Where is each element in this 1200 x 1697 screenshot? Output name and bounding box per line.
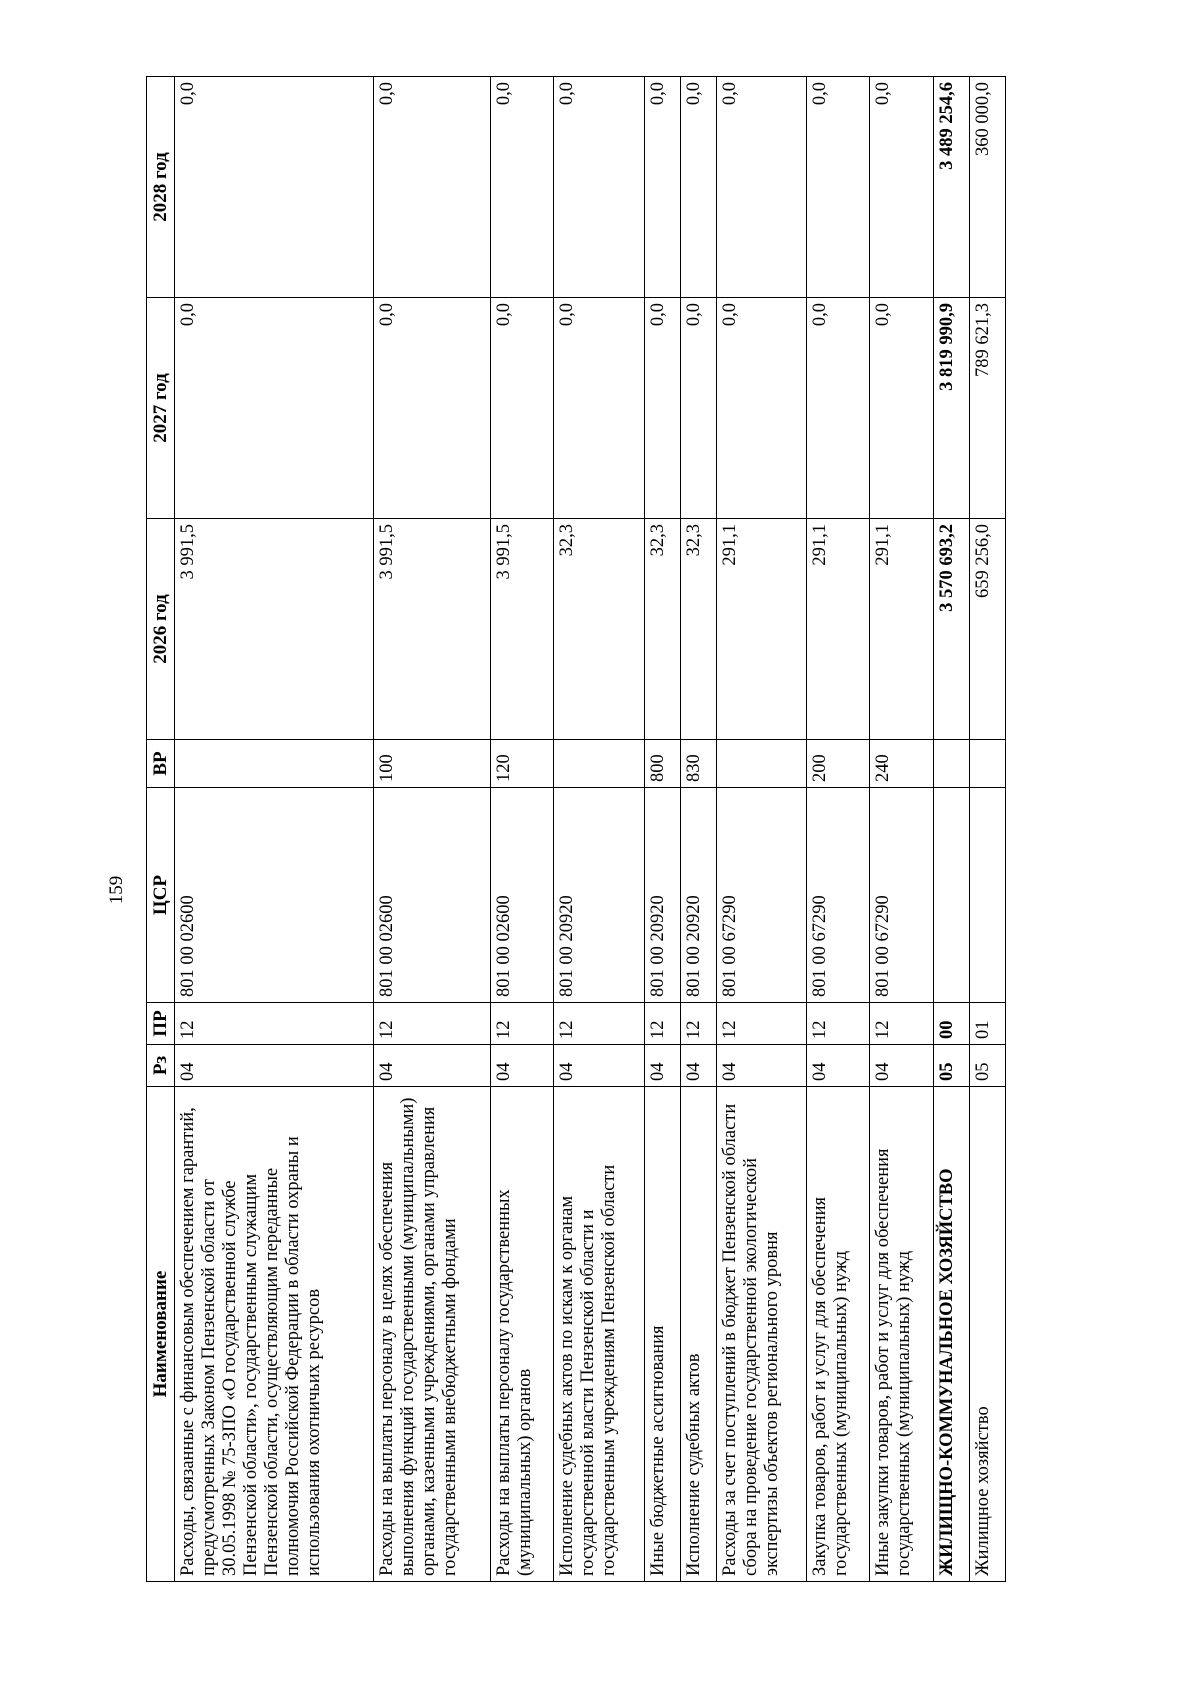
row-pr: 12 bbox=[716, 1003, 806, 1045]
row-2028: 0,0 bbox=[680, 77, 716, 298]
row-vr: 830 bbox=[680, 740, 716, 788]
row-name: Иные закупки товаров, работ и услуг для обеспечения государственных (муниципальных) нужд bbox=[870, 1087, 933, 1582]
header-rz: Рз bbox=[147, 1045, 175, 1087]
row-rz: 04 bbox=[554, 1045, 644, 1087]
row-name: Иные бюджетные ассигнования bbox=[644, 1087, 680, 1582]
row-pr: 12 bbox=[554, 1003, 644, 1045]
row-2026: 3 991,5 bbox=[373, 519, 490, 740]
table-row bbox=[680, 77, 716, 1582]
row-csr: 801 00 20920 bbox=[680, 788, 716, 1003]
row-2027: 0,0 bbox=[175, 298, 374, 519]
row-csr: 801 00 20920 bbox=[554, 788, 644, 1003]
row-2027: 0,0 bbox=[373, 298, 490, 519]
row-csr bbox=[933, 788, 969, 1003]
table-row bbox=[807, 77, 870, 1582]
row-rz: 05 bbox=[969, 1045, 1005, 1087]
row-2026: 32,3 bbox=[644, 519, 680, 740]
row-2028: 0,0 bbox=[175, 77, 374, 298]
row-2028: 360 000,0 bbox=[969, 77, 1005, 298]
row-pr: 12 bbox=[373, 1003, 490, 1045]
row-2028: 0,0 bbox=[554, 77, 644, 298]
row-2028: 0,0 bbox=[644, 77, 680, 298]
row-rz: 04 bbox=[870, 1045, 933, 1087]
header-2028: 2028 год bbox=[147, 77, 175, 298]
row-name: Расходы на выплаты персоналу государственных (муниципальных) органов bbox=[491, 1087, 554, 1582]
row-2026: 659 256,0 bbox=[969, 519, 1005, 740]
header-2027: 2027 год bbox=[147, 298, 175, 519]
row-rz: 04 bbox=[680, 1045, 716, 1087]
row-pr: 01 bbox=[969, 1003, 1005, 1045]
row-2027: 0,0 bbox=[644, 298, 680, 519]
table-row bbox=[870, 77, 933, 1582]
row-2026: 291,1 bbox=[716, 519, 806, 740]
header-csr: ЦСР bbox=[147, 788, 175, 1003]
row-csr: 801 00 20920 bbox=[644, 788, 680, 1003]
row-2026: 32,3 bbox=[554, 519, 644, 740]
row-vr bbox=[175, 740, 374, 788]
row-vr: 100 bbox=[373, 740, 490, 788]
row-name: Исполнение судебных актов по искам к органам государственной власти Пензенской области и государственным учреждениям Пензенской области bbox=[554, 1087, 644, 1582]
row-2026: 32,3 bbox=[680, 519, 716, 740]
row-csr: 801 00 67290 bbox=[807, 788, 870, 1003]
row-name: ЖИЛИЩНО-КОММУНАЛЬНОЕ ХОЗЯЙСТВО bbox=[933, 1087, 969, 1582]
table-row bbox=[716, 77, 806, 1582]
header-name: Наименование bbox=[147, 1087, 175, 1582]
row-2026: 3 991,5 bbox=[491, 519, 554, 740]
row-name: Исполнение судебных актов bbox=[680, 1087, 716, 1582]
row-vr: 200 bbox=[807, 740, 870, 788]
row-rz: 04 bbox=[491, 1045, 554, 1087]
row-rz: 04 bbox=[716, 1045, 806, 1087]
row-pr: 12 bbox=[807, 1003, 870, 1045]
page-number: 159 bbox=[106, 875, 127, 905]
row-pr: 12 bbox=[680, 1003, 716, 1045]
row-rz: 05 bbox=[933, 1045, 969, 1087]
row-pr: 12 bbox=[175, 1003, 374, 1045]
row-name: Закупка товаров, работ и услуг для обеспечения государственных (муниципальных) нужд bbox=[807, 1087, 870, 1582]
table-row bbox=[969, 77, 1005, 1582]
header-2026: 2026 год bbox=[147, 519, 175, 740]
row-2026: 291,1 bbox=[807, 519, 870, 740]
row-2028: 0,0 bbox=[716, 77, 806, 298]
table-row bbox=[373, 77, 490, 1582]
row-2027: 0,0 bbox=[807, 298, 870, 519]
row-vr: 120 bbox=[491, 740, 554, 788]
row-name: Расходы, связанные с финансовым обеспечением гарантий, предусмотренных Законом Пензенской области от 30.05.1998 № 75-ЗПО «О государственной службе Пензенской области», государственным служащим Пензенской области, осуществляющим переданные полномочия Российской Федерации в области охраны и использования охотничьих ресурсов bbox=[175, 1087, 374, 1582]
row-rz: 04 bbox=[373, 1045, 490, 1087]
row-pr: 12 bbox=[870, 1003, 933, 1045]
row-vr: 800 bbox=[644, 740, 680, 788]
row-vr bbox=[933, 740, 969, 788]
row-2027: 0,0 bbox=[491, 298, 554, 519]
row-rz: 04 bbox=[175, 1045, 374, 1087]
row-rz: 04 bbox=[644, 1045, 680, 1087]
table-row bbox=[644, 77, 680, 1582]
row-2027: 789 621,3 bbox=[969, 298, 1005, 519]
row-name: Жилищное хозяйство bbox=[969, 1087, 1005, 1582]
table-row bbox=[175, 77, 374, 1582]
row-2028: 0,0 bbox=[491, 77, 554, 298]
row-vr: 240 bbox=[870, 740, 933, 788]
table-row bbox=[491, 77, 554, 1582]
row-csr bbox=[969, 788, 1005, 1003]
budget-table bbox=[146, 76, 1006, 1582]
row-2028: 3 489 254,6 bbox=[933, 77, 969, 298]
row-2026: 3 991,5 bbox=[175, 519, 374, 740]
row-vr bbox=[554, 740, 644, 788]
row-pr: 12 bbox=[491, 1003, 554, 1045]
row-2027: 0,0 bbox=[680, 298, 716, 519]
row-name: Расходы за счет поступлений в бюджет Пензенской области сбора на проведение государственной экологической экспертизы объектов регионального уровня bbox=[716, 1087, 806, 1582]
row-rz: 04 bbox=[807, 1045, 870, 1087]
row-2027: 0,0 bbox=[554, 298, 644, 519]
header-vr: ВР bbox=[147, 740, 175, 788]
row-pr: 00 bbox=[933, 1003, 969, 1045]
row-2027: 0,0 bbox=[716, 298, 806, 519]
table-row bbox=[554, 77, 644, 1582]
row-2027: 3 819 990,9 bbox=[933, 298, 969, 519]
row-vr bbox=[969, 740, 1005, 788]
row-2026: 3 570 693,2 bbox=[933, 519, 969, 740]
row-2028: 0,0 bbox=[870, 77, 933, 298]
row-csr: 801 00 02600 bbox=[491, 788, 554, 1003]
row-vr bbox=[716, 740, 806, 788]
row-csr: 801 00 02600 bbox=[175, 788, 374, 1003]
table-header-row bbox=[147, 77, 175, 1582]
table-row-section-total bbox=[933, 77, 969, 1582]
header-pr: ПР bbox=[147, 1003, 175, 1045]
row-name: Расходы на выплаты персоналу в целях обеспечения выполнения функций государственными (муниципальными) органами, казенными учреждениями, органами управления государственными внебюджетными фондами bbox=[373, 1087, 490, 1582]
row-2027: 0,0 bbox=[870, 298, 933, 519]
row-2028: 0,0 bbox=[373, 77, 490, 298]
row-2026: 291,1 bbox=[870, 519, 933, 740]
row-pr: 12 bbox=[644, 1003, 680, 1045]
row-csr: 801 00 02600 bbox=[373, 788, 490, 1003]
row-csr: 801 00 67290 bbox=[870, 788, 933, 1003]
row-2028: 0,0 bbox=[807, 77, 870, 298]
row-csr: 801 00 67290 bbox=[716, 788, 806, 1003]
rotated-table-wrapper bbox=[146, 77, 1006, 1582]
